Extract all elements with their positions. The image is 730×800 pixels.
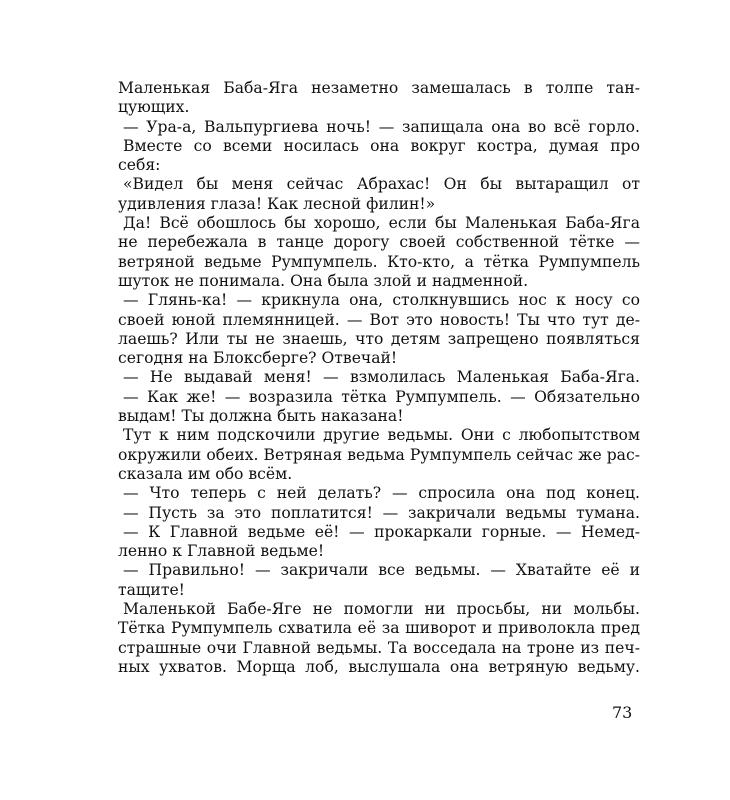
text-line: страшные очи Главной ведьмы. Та восседала на троне из печ- — [118, 638, 640, 657]
text-line: сегодня на Блоксберге? Отвечай! — [118, 349, 398, 368]
text-line: себя: — [118, 156, 161, 175]
text-line: Тут к ним подскочили другие ведьмы. Они с любопытством — [123, 426, 640, 445]
text-line: — Глянь-ка! — крикнула она, столкнувшись нос к носу со — [123, 291, 640, 310]
text-line: окружили обеих. Ветряная ведьма Румпумпель сейчас же рас- — [118, 445, 640, 464]
text-line: Тётка Румпумпель схватила её за шиворот и приволокла пред — [118, 619, 640, 638]
text-line: — Ура-а, Вальпургиева ночь! — запищала она во всё горло. — [123, 117, 640, 136]
text-line: — Не выдавай меня! — взмолилась Маленькая Баба-Яга. — [123, 368, 640, 387]
text-line: лаешь? Или ты не знаешь, что детям запрещено появляться — [118, 329, 640, 348]
text-line: сказала им обо всём. — [118, 464, 293, 483]
text-line: Вместе со всеми носилась она вокруг костра, думая про — [123, 136, 640, 155]
text-line: своей юной племянницей. — Вот это новость! Ты что тут де- — [118, 310, 640, 329]
text-line: — Как же! — возразила тётка Румпумпель. — Обязательно — [123, 387, 640, 406]
text-line: «Видел бы меня сейчас Абрахас! Он бы вытаращил от — [123, 175, 640, 194]
text-line: тащите! — [118, 580, 185, 599]
text-line: ленно к Главной ведьме! — [118, 542, 325, 561]
text-line: — Пусть за это поплатится! — закричали ведьмы тумана. — [123, 503, 640, 522]
page-body — [118, 79, 640, 677]
text-line: не перебежала в танце дорогу своей собственной тётке — — [118, 233, 640, 252]
text-line: Да! Всё обошлось бы хорошо, если бы Маленькая Баба-Яга — [123, 214, 640, 233]
text-line: ветряной ведьме Румпумпель. Кто-кто, а тётка Румпумпель — [118, 252, 640, 271]
text-line: Маленькой Бабе-Яге не помогли ни просьбы, ни мольбы. — [123, 600, 640, 619]
text-line: выдам! Ты должна быть наказана! — [118, 407, 404, 426]
page-number: 73 — [612, 703, 633, 722]
text-line: — К Главной ведьме её! — прокаркали горные. — Немед- — [123, 522, 640, 541]
text-line: — Правильно! — закричали все ведьмы. — Хватайте её и — [123, 561, 640, 580]
text-line: ных ухватов. Морща лоб, выслушала она ветряную ведьму. — [118, 657, 640, 676]
text-line: удивления глаза! Как лесной филин!» — [118, 194, 436, 213]
text-line: Маленькая Баба-Яга незаметно замешалась в толпе тан- — [118, 79, 640, 97]
text-line: шуток не понимала. Она была злой и надменной. — [118, 271, 529, 290]
text-line: — Что теперь с ней делать? — спросила она под конец. — [123, 484, 640, 503]
text-line: цующих. — [118, 98, 190, 117]
